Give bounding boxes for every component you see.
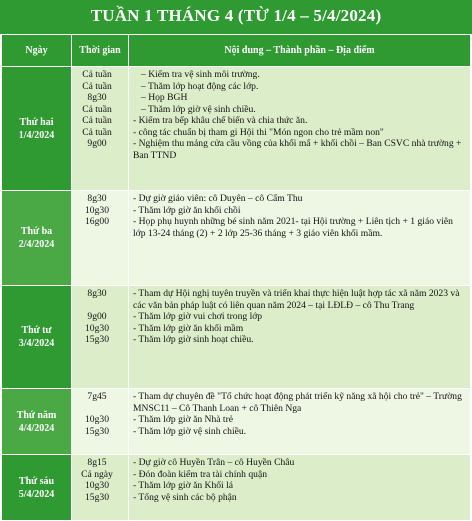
activity-text: – Thăm lớp giờ vệ sinh chiều. <box>141 103 256 115</box>
content-cell <box>129 389 471 455</box>
activity-text: - Nghiệm thu mảng cửa cầu vồng của khối mẩ + khối chồi – Ban CSVC nhà trường + Ban TTND <box>133 138 462 161</box>
time-value: Cả tuần <box>82 69 112 80</box>
time-value: Cả ngày <box>81 468 113 480</box>
time-value: 15g30 <box>85 334 109 345</box>
date-text: 4/4/2024 <box>18 422 55 434</box>
day-block <box>2 67 471 191</box>
activity-text: - Thăm lớp giờ vệ sinh chiều. <box>133 425 247 437</box>
day-label <box>2 191 72 286</box>
weekday-text: Thứ hai <box>19 116 54 128</box>
time-value: Cả tuần <box>82 80 112 92</box>
activity-text: - Thăm lớp giờ ăn khối mầm <box>133 322 244 334</box>
activity-text: - Tham dự Hội nghị tuyên truyền và triển khai thực hiện luật hợp tác xã năm 2023 và các văn bản pháp luật có liên quan năm 2024 – tại LĐLĐ – cô Thu Trang <box>133 288 460 311</box>
time-value: Cả tuần <box>82 115 112 126</box>
activity-text: - Thăm lớp giờ ăn Khối lá <box>133 480 234 491</box>
day-block <box>2 455 471 521</box>
activity-text: – Họp BGH <box>141 92 188 103</box>
activity-text: - Tham dự chuyên đề "Tổ chức hoạt động phát triển kỹ năng xã hội cho trẻ" – Trường MNSC11 – Cô Thanh Loan + cô Thiên Nga <box>133 391 462 414</box>
date-text: 5/4/2024 <box>18 488 55 500</box>
content-cell <box>129 191 471 286</box>
weekday-text: Thứ năm <box>16 409 57 421</box>
activity-text: - Thăm lớp giờ sinh hoạt chiều. <box>133 334 254 345</box>
time-cell <box>72 455 129 521</box>
time-value: 10g30 <box>85 480 109 491</box>
time-cell <box>72 286 129 389</box>
day-block <box>2 191 471 286</box>
day-label <box>2 67 72 191</box>
activity-text: – Thăm lớp hoạt động các lớp. <box>141 80 259 92</box>
time-cell <box>72 389 129 455</box>
time-value: 16g00 <box>85 216 109 227</box>
activity-text: - Thăm lớp giờ ăn khối chồi <box>133 204 241 216</box>
time-cell <box>72 191 129 286</box>
activity-text: - Dự giờ giáo viên: cô Duyên – cô Cẩm Thu <box>133 193 303 204</box>
time-value: 7g45 <box>87 391 107 402</box>
activity-text: - Tổng vệ sinh các bộ phận <box>133 491 237 503</box>
schedule-body <box>2 67 471 521</box>
time-value: 8g30 <box>87 193 107 204</box>
schedule-table <box>1 34 471 521</box>
weekday-text: Thứ tư <box>21 325 52 336</box>
header-content: Nội dung – Thành phần – Địa điểm <box>129 35 471 67</box>
activity-text: - Họp phụ huynh những bé sinh năm 2021- tại Hội trường + Liên tịch + 1 giáo viên lớp 13-24 tháng (2) + 2 lớp 25-36 tháng + 3 giáo viên khối mầm. <box>133 216 453 239</box>
time-value: Cả tuần <box>82 103 112 115</box>
time-value: 9g00 <box>87 311 107 322</box>
time-cell <box>72 67 129 191</box>
day-label <box>2 389 72 455</box>
activity-text: - Dự giờ cô Huyền Trân – cô Huyền Châu <box>133 457 295 468</box>
time-value: 10g30 <box>85 204 109 216</box>
time-value: 10g30 <box>85 414 109 425</box>
time-value: 9g00 <box>87 138 107 149</box>
weekday-text: Thứ sáu <box>18 475 55 487</box>
activity-text: - Kiểm tra bếp khâu chế biến và chia thức ăn. <box>133 115 308 126</box>
date-text: 3/4/2024 <box>18 338 55 349</box>
time-value: 10g30 <box>85 322 109 334</box>
time-value: 15g30 <box>85 425 109 437</box>
time-value: 8g30 <box>87 92 107 103</box>
date-text: 1/4/2024 <box>18 129 55 141</box>
page-title: TUẦN 1 THÁNG 4 (TỪ 1/4 – 5/4/2024) <box>0 0 472 34</box>
weekday-text: Thứ ba <box>20 226 53 237</box>
time-value: Cả tuần <box>82 126 112 138</box>
time-value: 8g15 <box>87 457 107 468</box>
content-cell <box>129 286 471 389</box>
activity-text: - Thăm lớp giờ ăn Nhà trẻ <box>133 414 234 425</box>
content-cell <box>129 455 471 521</box>
day-label <box>2 455 72 521</box>
content-cell <box>129 67 471 191</box>
header-day: Ngày <box>2 35 72 67</box>
day-block <box>2 286 471 389</box>
date-text: 2/4/2024 <box>18 239 55 250</box>
activity-text: - Đón đoàn kiểm tra tài chính quận <box>133 468 268 480</box>
time-value: 15g30 <box>85 491 109 503</box>
activity-text: - công tác chuẩn bị tham gi Hội thi "Món ngon cho trẻ mầm non" <box>133 126 384 138</box>
activity-text: - Thăm lớp giờ vui chơi trong lớp <box>133 311 263 322</box>
header-time: Thời gian <box>72 35 129 67</box>
activity-text: – Kiểm tra vệ sinh môi trường. <box>141 69 260 80</box>
header-row <box>2 35 471 67</box>
day-label <box>2 286 72 389</box>
time-value: 8g30 <box>87 288 107 299</box>
day-block <box>2 389 471 455</box>
